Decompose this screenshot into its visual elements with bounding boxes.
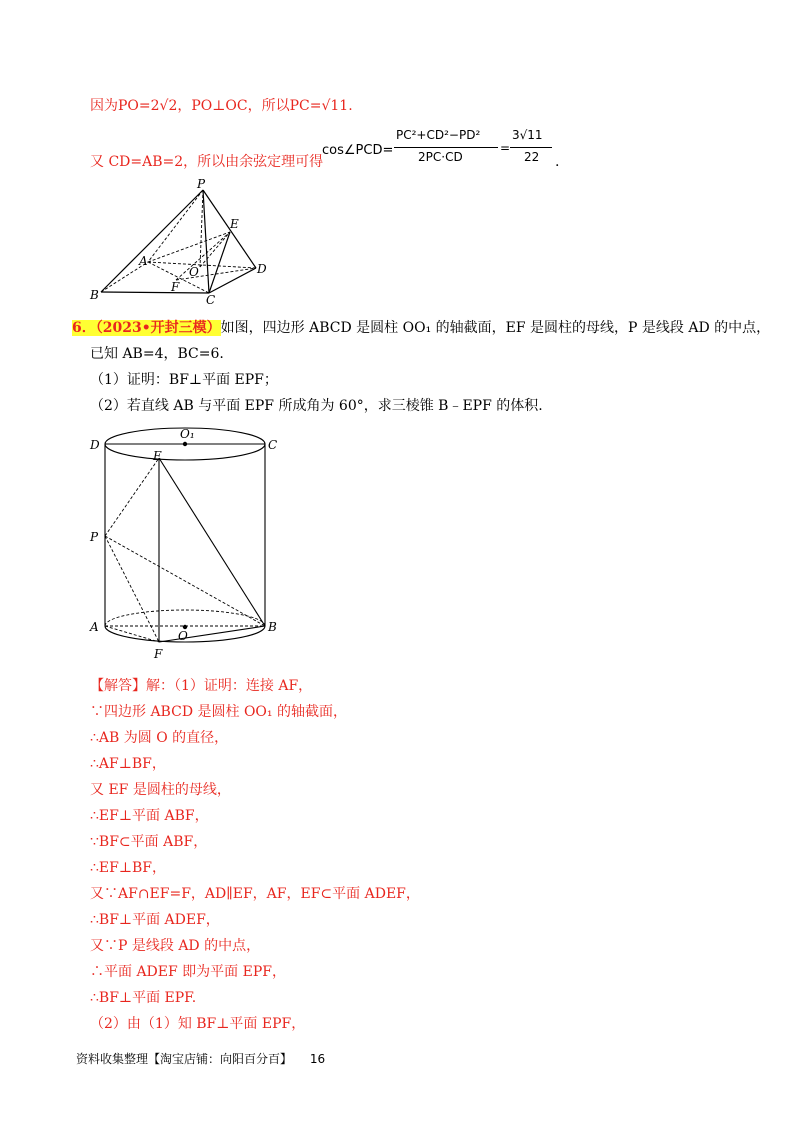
label-B: B: [268, 620, 277, 634]
solution-line-cd: 又 CD=AB=2，所以由余弦定理可得: [90, 154, 324, 170]
fraction1-bar: [394, 147, 498, 148]
pyramid-figure: [84, 176, 284, 304]
label-A: A: [139, 254, 148, 268]
page-number: 16: [309, 1052, 326, 1066]
label-P: P: [197, 177, 206, 191]
equals-sign: =: [500, 141, 511, 155]
solution-line: ∴BF⊥平面 ADEF，: [90, 912, 220, 928]
solution-line: （2）由（1）知 BF⊥平面 EPF，: [90, 1016, 306, 1032]
footer-text: 资料收集整理【淘宝店铺：向阳百分百】: [76, 1052, 293, 1066]
solution-line: 又∵P 是线段 AD 的中点，: [90, 938, 261, 954]
label-C: C: [206, 293, 216, 304]
question-6-line1: [72, 318, 770, 338]
solution-line: ∴BF⊥平面 EPF.: [90, 990, 197, 1006]
solution-line: ∴AF⊥BF，: [90, 756, 166, 772]
fraction1-denominator: 2PC·CD: [418, 150, 463, 164]
question-number: 6．: [72, 320, 96, 336]
question-text-1: 如图，四边形 ABCD 是圆柱 OO₁ 的轴截面，EF 是圆柱的母线，P 是线段 AD 的中点，: [220, 320, 771, 336]
cylinder-figure: [84, 424, 294, 670]
label-B: B: [90, 288, 99, 302]
label-C: C: [268, 438, 278, 452]
fraction2-bar: [510, 147, 552, 148]
period: .: [555, 154, 560, 170]
solution-line: ∵BF⊂平面 ABF，: [90, 834, 208, 850]
fraction2-denominator: 22: [524, 150, 540, 164]
label-O: O: [189, 265, 199, 279]
label-D: D: [90, 438, 100, 452]
solution-line: ∵四边形 ABCD 是圆柱 OO₁ 的轴截面，: [90, 704, 347, 720]
solution-line: ∴EF⊥BF，: [90, 860, 167, 876]
cos-label: cos∠PCD=: [322, 143, 394, 158]
solution-header: 【解答】解：（1）证明：连接 AF，: [90, 678, 313, 694]
solution-line: 又∵AF∩EF=F，AD∥EF，AF，EF⊂平面 ADEF，: [90, 886, 420, 902]
label-O: O: [178, 629, 188, 643]
label-E: E: [153, 449, 162, 463]
label-F: F: [171, 280, 180, 294]
question-6-line2: 已知 AB=4，BC=6.: [90, 346, 224, 362]
question-source: （2023•开封三模）: [95, 320, 221, 336]
solution-line: ∴AB 为圆 O 的直径，: [90, 730, 229, 746]
label-E: E: [230, 217, 239, 231]
label-A: A: [90, 620, 99, 634]
label-F: F: [154, 647, 163, 661]
footer: [76, 1050, 325, 1067]
fraction1-numerator: PC²+CD²−PD²: [396, 128, 481, 142]
label-D: D: [257, 262, 267, 276]
solution-line: ∴EF⊥平面 ABF，: [90, 808, 209, 824]
label-P: P: [90, 530, 99, 544]
fraction2-numerator: 3√11: [512, 128, 543, 142]
question-part2: （2）若直线 AB 与平面 EPF 所成角为 60°，求三棱锥 B﹣EPF 的体积.: [90, 398, 543, 414]
solution-line: ∴平面 ADEF 即为平面 EPF，: [90, 964, 286, 980]
question-part1: （1）证明：BF⊥平面 EPF；: [90, 372, 278, 388]
solution-line-pc: 因为PO=2√2，PO⊥OC，所以PC=√11.: [90, 98, 353, 114]
label-O1: O₁: [180, 427, 195, 441]
solution-line: 又 EF 是圆柱的母线，: [90, 782, 231, 798]
